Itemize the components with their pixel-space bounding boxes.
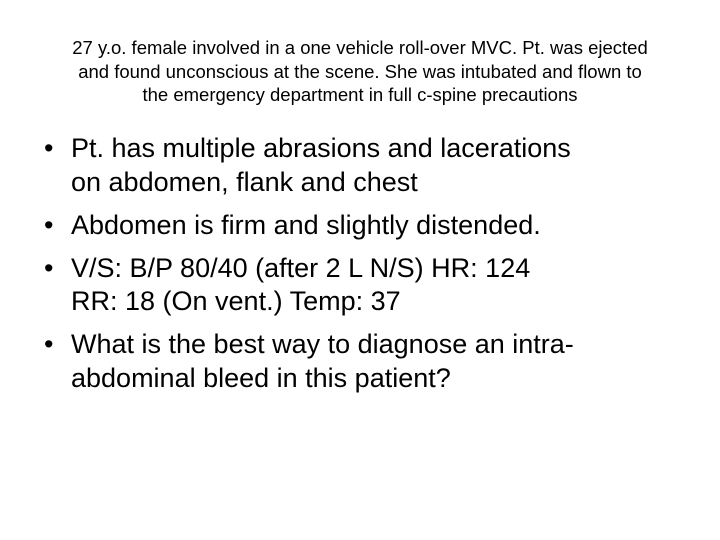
bullet-icon: • (44, 133, 54, 163)
bullet-text (71, 209, 684, 243)
title-line: and found unconscious at the scene. She was intubated and flown to (78, 60, 642, 82)
bullet-icon: • (44, 209, 54, 240)
bullet-icon: • (44, 329, 54, 359)
bullet-item-vitals (44, 252, 684, 319)
bullet-line: What is the best way to diagnose an intra- (71, 329, 574, 359)
bullet-text (71, 252, 684, 319)
bullet-text (71, 328, 684, 395)
bullet-text (71, 132, 684, 199)
title-line: 27 y.o. female involved in a one vehicle roll-over MVC. Pt. was ejected (72, 37, 648, 58)
bullet-line: on abdomen, flank and chest (71, 166, 418, 197)
bullet-list (44, 132, 684, 405)
slide-title (36, 36, 684, 107)
bullet-item-abrasions (44, 132, 684, 199)
bullet-item-abdomen (44, 209, 684, 243)
bullet-icon: • (44, 252, 54, 283)
bullet-line: Abdomen is firm and slightly distended. (71, 209, 541, 240)
bullet-line: V/S: B/P 80/40 (after 2 L N/S) HR: 124 (71, 252, 531, 283)
bullet-line: Pt. has multiple abrasions and lacerations (71, 133, 571, 163)
title-line: the emergency department in full c-spine precautions (142, 84, 578, 105)
bullet-line: RR: 18 (On vent.) Temp: 37 (71, 286, 401, 316)
bullet-item-question (44, 328, 684, 395)
bullet-line: abdominal bleed in this patient? (71, 362, 451, 393)
